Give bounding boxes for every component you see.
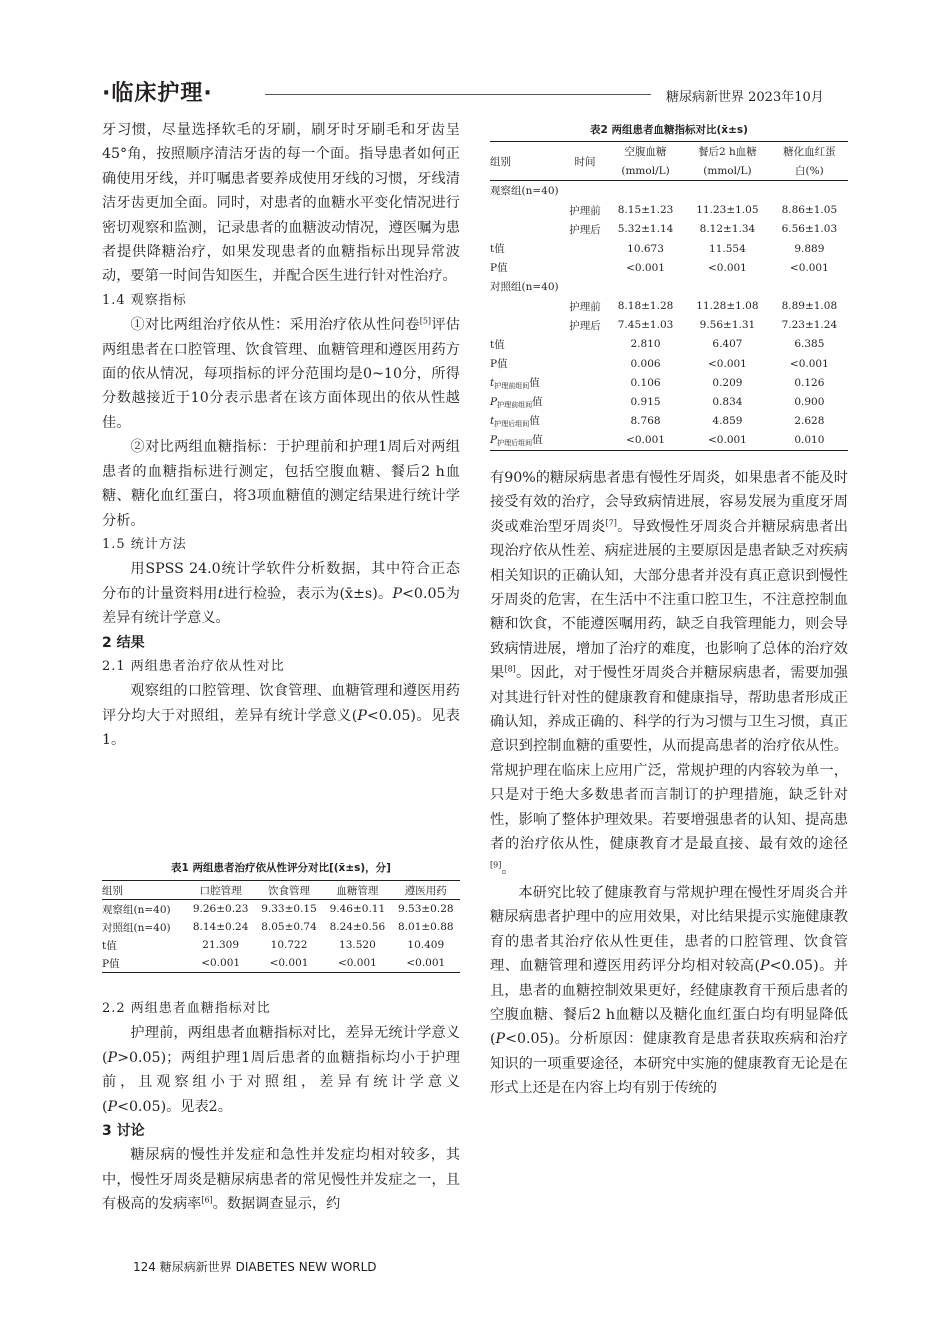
table-row: $t_{护理前组间}$值 0.106 0.209 0.126: [490, 376, 825, 390]
table-1: [102, 860, 460, 973]
table-header: 组别: [102, 884, 123, 897]
paragraph: 护理前，两组患者血糖指标对比，差异无统计学意义(P>0.05)；两组护理1周后患者的血糖指标均小于护理前，且观察组小于对照组，差异有统计学意义(P<0.05)。见表2。: [102, 1025, 460, 1115]
citation: [7]: [605, 518, 617, 528]
table-row: 护理后 7.45±1.03 9.56±1.31 7.23±1.24: [569, 319, 838, 332]
table-row: P值 0.006 <0.001 <0.001: [490, 357, 829, 371]
table-row: 对照组(n=40) 8.14±0.24 8.05±0.74 8.24±0.56 8.01±0.88: [102, 921, 454, 934]
page-number: 124: [133, 1260, 156, 1274]
paragraph: 本研究比较了健康教育与常规护理在慢性牙周炎合并糖尿病患者护理中的应用效果，对比结果提示实施健康教育的患者其治疗依从性更佳，患者的口腔管理、饮食管理、血糖管理和遵医用药评分均相对较高(P<0.05)。并且，患者的血糖控制效果更好，经健康教育干预后患者的空腹血糖、餐后2 h血糖以及糖化血红蛋白均有明显降低(P<0.05)。分析原因：健康教育是患者获取疾病和治疗知识的一项重要途径，本研究中实施的健康教育无论是在形式上还是在内容上均有别于传统的: [490, 884, 848, 1097]
subsection-heading: 2.1 两组患者治疗依从性对比: [102, 658, 285, 674]
header-rule: [265, 94, 651, 95]
table-header: 遵医用药: [404, 884, 447, 897]
footer-journal-cn: 糖尿病新世界: [159, 1260, 232, 1274]
paragraph: 观察组的口腔管理、饮食管理、血糖管理和遵医用药评分均大于对照组，差异有统计学意义(P<0.05)。见表1。: [102, 683, 460, 749]
subsection-heading: 1.4 观察指标: [102, 292, 187, 308]
table-row: t值 10.673 11.554 9.889: [490, 242, 825, 256]
section-heading: 2 结果: [102, 634, 145, 651]
table-row: 观察组(n=40) 9.26±0.23 9.33±0.15 9.46±0.11 9.53±0.28: [102, 903, 454, 916]
table-row: P值 <0.001 <0.001 <0.001 <0.001: [102, 954, 460, 973]
table-row: P值 <0.001 <0.001 <0.001: [490, 261, 829, 275]
table-row: t值 21.309 10.722 13.520 10.409: [102, 939, 445, 952]
right-column: [490, 466, 848, 1101]
paragraph: 牙习惯，尽量选择软毛的牙刷，刷牙时牙刷毛和牙齿呈45°角，按照顺序清洁牙齿的每一个面。指导患者如何正确使用牙线，并叮嘱患者要养成使用牙线的习惯，牙线清洁牙齿更加全面。同时，对患者的血糖水平变化情况进行密切观察和监测，记录患者的血糖波动情况，遵医嘱为患者提供降糖治疗，如果发现患者的血糖指标出现异常波动，要第一时间告知医生，并配合医生进行针对性治疗。: [102, 122, 460, 285]
table-row: $t_{护理后组间}$值 8.768 4.859 2.628: [490, 415, 825, 429]
paragraph: ①对比两组治疗依从性：采用治疗依从性问卷[5]评估两组患者在口腔管理、饮食管理、血糖管理和遵医用药方面的依从情况，每项指标的评分范围均是0~10分，所得分数越接近于10分表示患者在该方面体现出的依从性越佳。: [102, 316, 460, 431]
left-column-cont: [102, 997, 460, 1217]
table-header: 空腹血糖: [624, 146, 667, 159]
table-header: 糖化血红蛋: [783, 146, 836, 159]
glucose-table: 组别 时间 空腹血糖 餐后2 h血糖 糖化血红蛋 (mmol/L) (mmol/L) 白(%) 观察组(n=40) 护理前 8.15±1.23 11.23±1.05 8.86±1.05 护理后 5.32±1.14 8.12±1.34 6.56±1.03 t值 10.673 11.554 9.889 P值 <0.001 <0.001 <0.001 对照组(n=40) 护理前 8.18±1.28 11.28±1.08 8.89±1.08 护理后 7.45±1.03 9.56±1.31 7.23±1.24 t值 2.810 6.407 6.385 P值 0.006 <0.001 <0.001 $t_{护理前组间}$值 0.106 0.209 0.126 $P_{护理前组间}$值 0.915 0.834 0.900 $t_{护理后组间}$值 8.768 4.859 2.628 $P_{护理后组间}$值 <0.001 <0.001 0.010: [490, 141, 848, 451]
section-title: ·临床护理·: [102, 81, 213, 106]
subsection-heading: 2.2 两组患者血糖指标对比: [102, 1001, 271, 1016]
table-header: 时间: [563, 142, 607, 181]
table-row: 护理前 8.18±1.28 11.28±1.08 8.89±1.08: [569, 300, 838, 313]
citation: [6]: [201, 1195, 213, 1205]
table-caption: 表2 两组患者血糖指标对比(x̄±s): [590, 124, 748, 136]
table-header: 组别: [490, 142, 563, 181]
left-column: [102, 118, 460, 753]
citation: [8]: [504, 664, 516, 674]
table-row: $P_{护理后组间}$值 <0.001 <0.001 0.010: [490, 431, 848, 451]
table-caption: 表1 两组患者治疗依从性评分对比[(x̄±s)，分]: [171, 862, 391, 874]
journal-issue: 糖尿病新世界 2023年10月: [666, 90, 824, 105]
table-2: [490, 122, 848, 451]
table-row: 护理后 5.32±1.14 8.12±1.34 6.56±1.03: [569, 223, 838, 236]
table-header: 餐后2 h血糖: [698, 146, 757, 159]
paragraph: 用SPSS 24.0统计学软件分析数据，其中符合正态分布的计量资料用t进行检验，表示为(x̄±s)。P<0.05为差异有统计学意义。: [102, 561, 460, 627]
table-header: 饮食管理: [268, 884, 311, 897]
paragraph: 有90%的糖尿病患者患有慢性牙周炎，如果患者不能及时接受有效的治疗，会导致病情进展，容易发展为重度牙周炎或难治型牙周炎[7]。导致慢性牙周炎合并糖尿病患者出现治疗依从性差、病症进展的主要原因是患者缺乏对疾病相关知识的正确认知，大部分患者并没有真正意识到慢性牙周炎的危害，在生活中不注重口腔卫生，不注意控制血糖和饮食，不能遵医嘱用药，缺乏自我管理能力，则会导致病情进展，增加了治疗的难度，也影响了总体的治疗效果[8]。因此，对于慢性牙周炎合并糖尿病患者，需要加强对其进行针对性的健康教育和健康指导，帮助患者形成正确认知，养成正确的、科学的行为习惯与卫生习惯，真正意识到控制血糖的重要性，从而提高患者的治疗依从性。常规护理在临床上应用广泛，常规护理的内容较为单一，只是对于绝大多数患者而言制订的护理措施，缺乏针对性，影响了整体护理效果。若要增强患者的认知、提高患者的治疗依从性，健康教育才是最直接、最有效的途径[9]。: [490, 470, 848, 877]
section-heading: 3 讨论: [102, 1123, 145, 1140]
table-header: 口腔管理: [199, 884, 242, 897]
page-footer: [133, 1258, 377, 1275]
table-row: 对照组(n=40): [490, 281, 559, 294]
citation: [9]: [490, 859, 502, 869]
table-row: 护理前 8.15±1.23 11.23±1.05 8.86±1.05: [569, 204, 838, 217]
footer-journal-en: DIABETES NEW WORLD: [235, 1260, 377, 1274]
compliance-table: [102, 880, 460, 973]
paragraph: 糖尿病的慢性并发症和急性并发症均相对较多，其中，慢性牙周炎是糖尿病患者的常见慢性并发症之一，且有极高的发病率[6]。数据调查显示，约: [102, 1147, 460, 1213]
table-row: t值 2.810 6.407 6.385: [490, 338, 825, 351]
table-row: $P_{护理前组间}$值 0.915 0.834 0.900: [490, 396, 825, 410]
citation: [5]: [419, 316, 432, 326]
table-header: 血糖管理: [336, 884, 379, 897]
table-row: 观察组(n=40): [490, 185, 559, 198]
subsection-heading: 1.5 统计方法: [102, 536, 187, 552]
paragraph: ②对比两组血糖指标：于护理前和护理1周后对两组患者的血糖指标进行测定，包括空腹血糖、餐后2 h血糖、糖化血红蛋白，将3项血糖值的测定结果进行统计学分析。: [102, 439, 460, 529]
